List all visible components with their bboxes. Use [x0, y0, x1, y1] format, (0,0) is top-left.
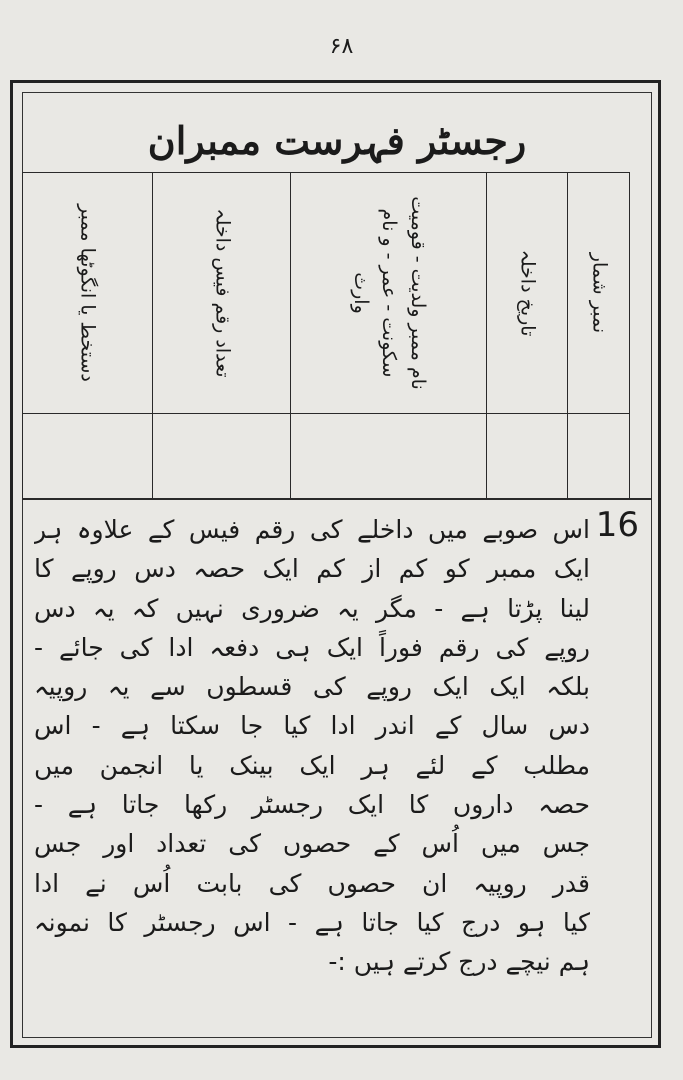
paragraph-line: ہم نیچے درج کرتے ہیں :-	[328, 947, 590, 977]
paragraph-line: کیا ہو درج کیا جاتا ہے - اس رجسٹر کا نمونہ	[34, 907, 590, 937]
column-admission-fee	[152, 173, 290, 414]
register-title: رجسٹر فہرست ممبران	[147, 118, 527, 163]
blank-cell	[152, 414, 290, 499]
blank-cell	[487, 414, 568, 499]
paragraph-line: دس سال کے اندر ادا کیا جا سکتا ہے - اس	[34, 711, 590, 741]
paragraph-line: لینا پڑتا ہے - مگر یہ ضروری نہیں کہ یہ دس	[34, 593, 590, 623]
paragraph-line: مطلب کے لئے ہر ایک بینک یا انجمن میں	[34, 750, 590, 780]
register-table	[22, 172, 630, 499]
section-divider	[22, 498, 652, 500]
paragraph-line: روپے کی رقم فوراً ایک ہی دفعہ ادا کی جائے -	[34, 632, 590, 662]
column-admission-date	[487, 173, 568, 414]
column-header-label: دستخط یا انگوٹھا ممبر	[76, 204, 99, 382]
paragraph-line: اس صوبے میں داخلے کی رقم فیس کے علاوہ ہر	[34, 515, 590, 544]
column-member-details	[291, 173, 487, 414]
column-serial-number	[568, 173, 630, 414]
blank-cell	[291, 414, 487, 499]
paragraph-line: ایک ممبر کو کم از کم ایک حصہ دس روپے کا	[34, 554, 590, 584]
column-member-signature	[23, 173, 153, 414]
blank-cell	[568, 414, 630, 499]
page-number: ۶۸	[329, 34, 354, 59]
paragraph-line: قدر روپیہ ان حصوں کی بابت اُس نے ادا	[34, 868, 590, 898]
column-header-label: تعداد رقم فیس داخلہ	[210, 208, 233, 378]
column-header-label: تاریخ داخلہ	[516, 249, 539, 337]
register-blank-row	[23, 414, 630, 499]
column-header-label: نمبر شمار	[587, 252, 610, 334]
paragraph-line: بلکہ ایک ایک روپے کی قسطوں سے یہ روپیہ	[34, 672, 590, 702]
paragraph-number: 16	[595, 505, 639, 545]
paragraph-body	[34, 510, 590, 982]
paragraph-line: جس میں اُس کے حصوں کی تعداد اور جس	[34, 829, 590, 859]
blank-cell	[23, 414, 153, 499]
column-header-label: نام ممبر ولدیت - قومیت سکونت - عمر - و نام وارث	[349, 196, 429, 390]
paragraph-line: حصہ داروں کا ایک رجسٹر رکھا جاتا ہے -	[34, 790, 590, 820]
register-header-row	[23, 173, 630, 414]
